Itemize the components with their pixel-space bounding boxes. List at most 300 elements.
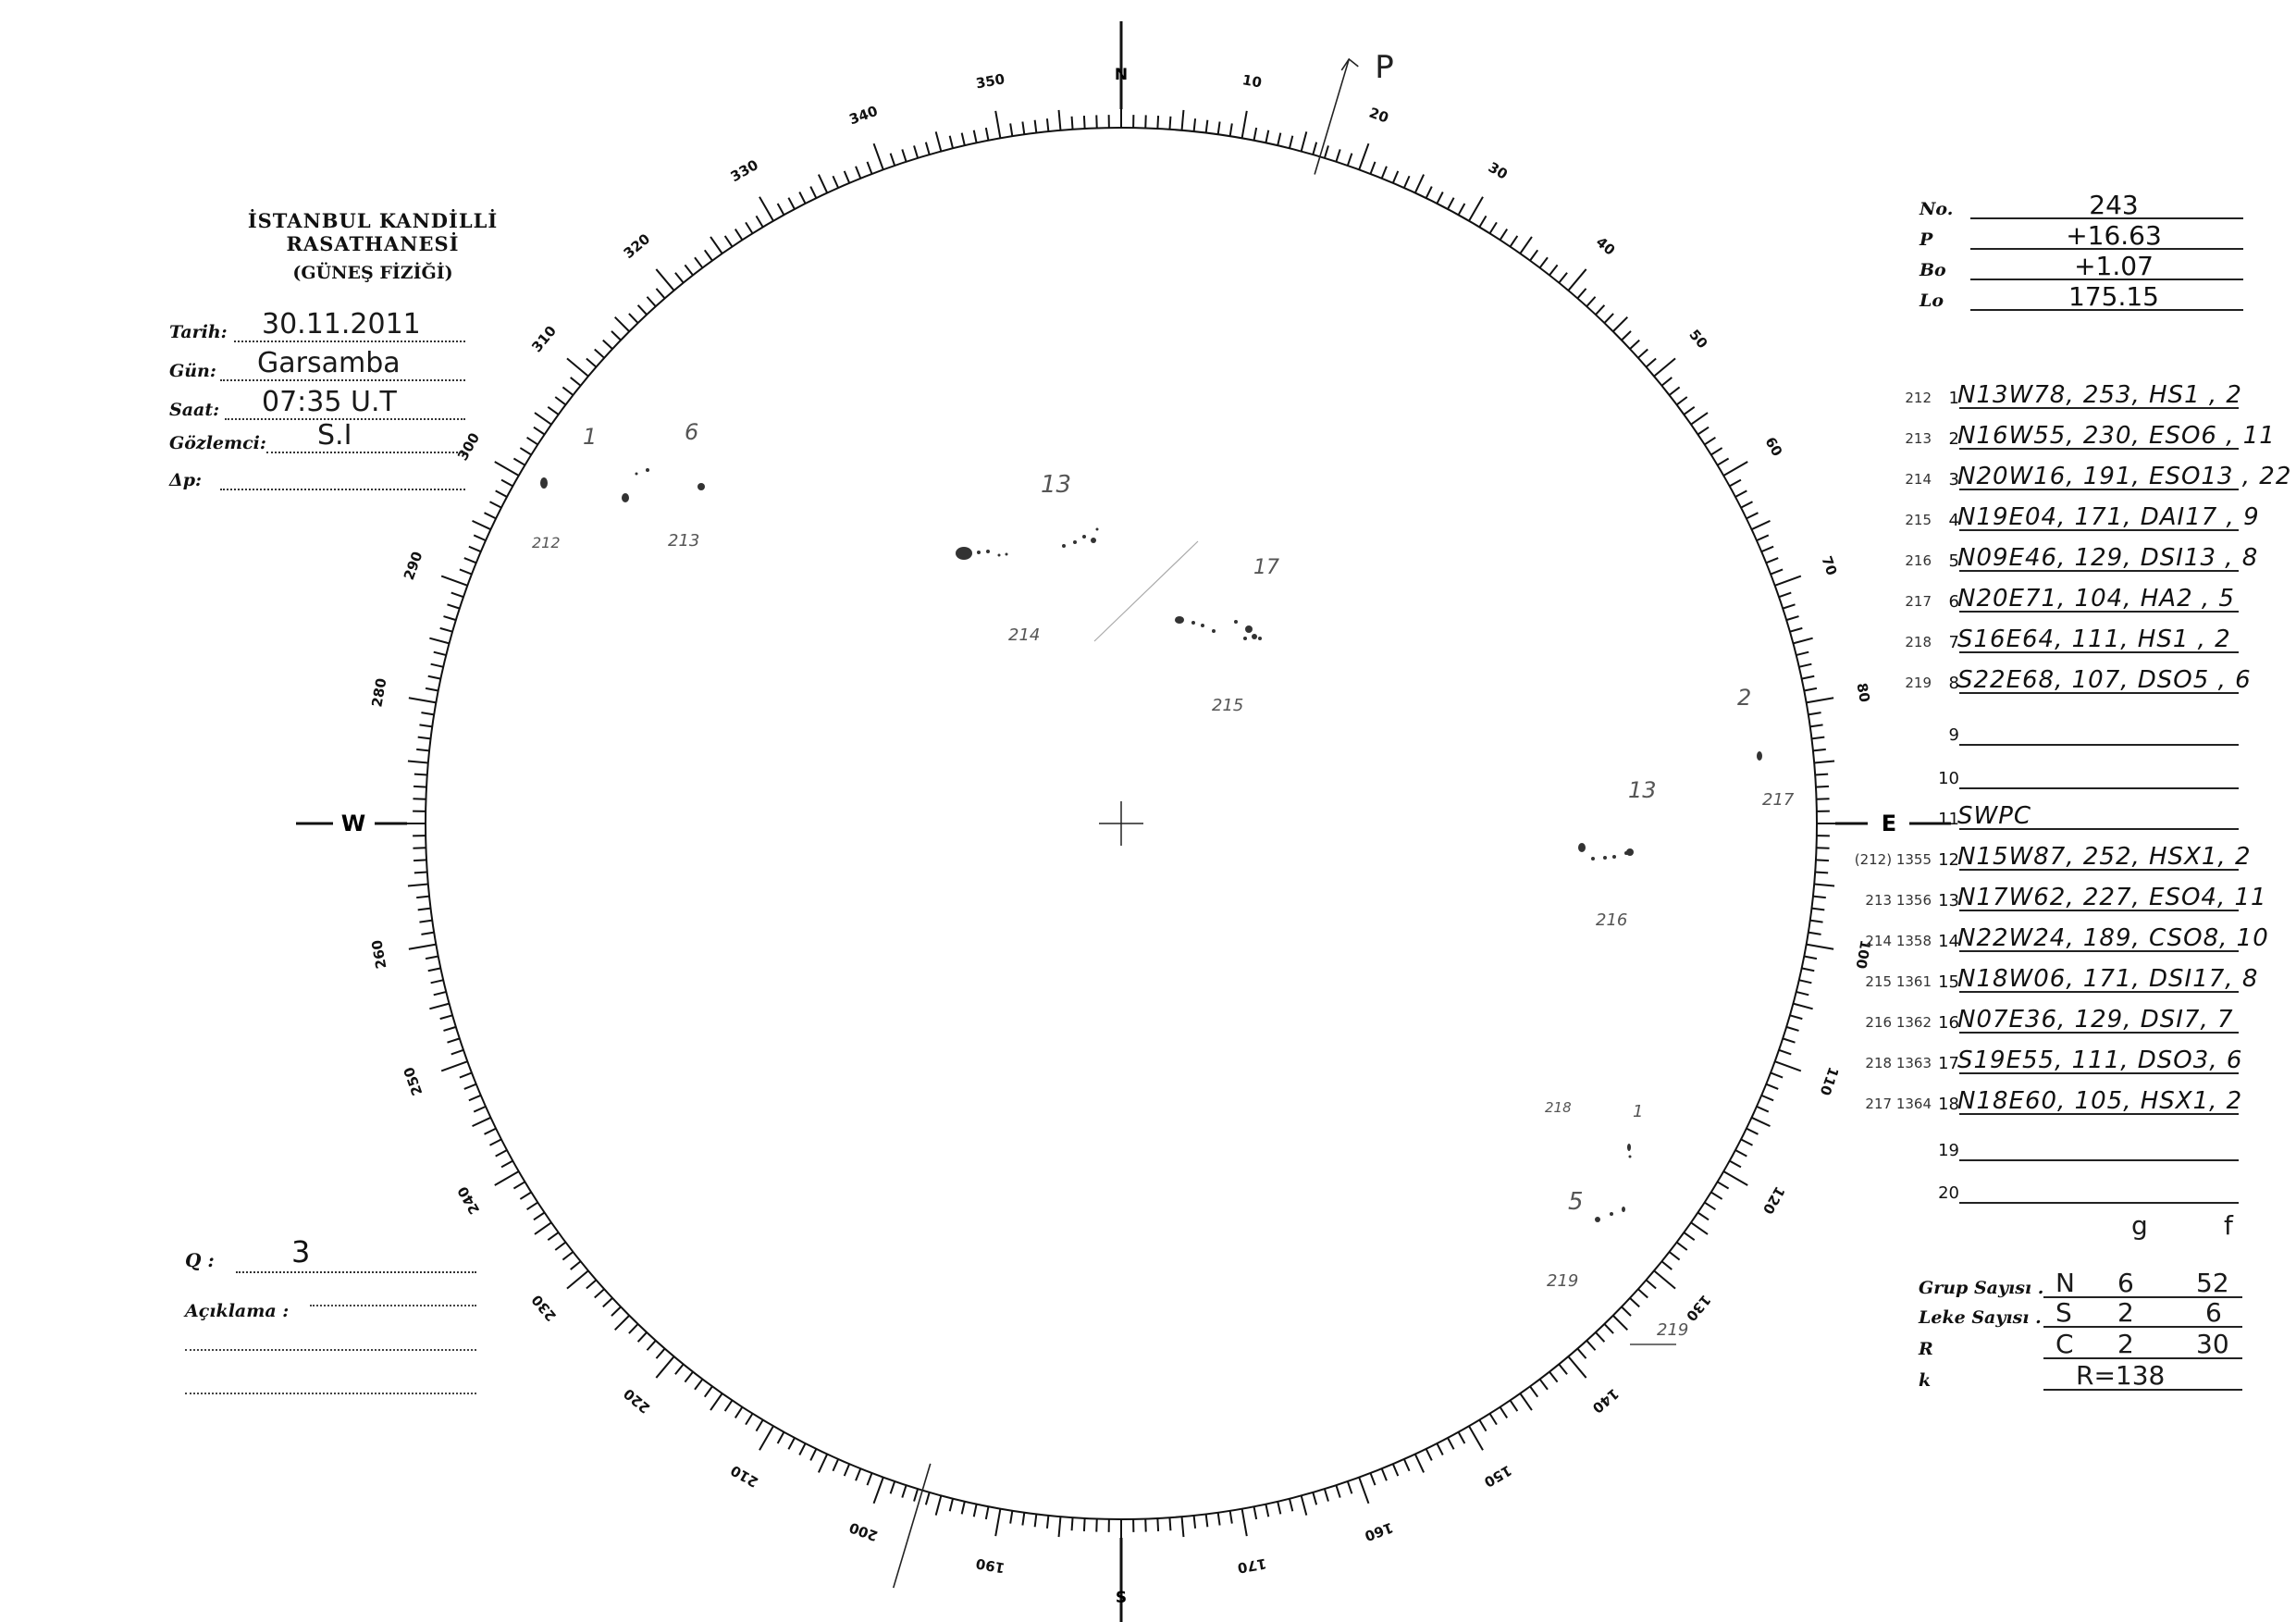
degree-tick [1290, 136, 1292, 149]
degree-tick [746, 222, 752, 233]
group-row: 212 1 N13W78, 253, HS1 , 2 [1905, 381, 2242, 409]
degree-tick [867, 162, 871, 174]
angle-label: 200 [846, 1518, 881, 1545]
degree-tick [1072, 1517, 1073, 1530]
date-line [234, 340, 465, 342]
sunspot-annotation: 213 [668, 531, 700, 551]
sunspot [646, 468, 649, 472]
degree-tick [845, 171, 849, 183]
degree-tick [756, 216, 762, 227]
degree-tick [603, 1298, 612, 1307]
degree-tick [1647, 1280, 1657, 1288]
degree-tick [1469, 1426, 1483, 1450]
degree-tick [1604, 314, 1613, 323]
degree-tick [1815, 872, 1828, 873]
degree-tick [501, 1161, 512, 1168]
sunspot-annotation: 218 [1545, 1099, 1572, 1116]
sunspot [1595, 1217, 1600, 1222]
degree-tick [464, 1084, 476, 1089]
degree-tick [408, 761, 428, 763]
degree-tick [571, 378, 581, 386]
sunspot [1245, 625, 1253, 633]
degree-tick [1206, 120, 1208, 133]
degree-tick [1426, 1449, 1432, 1461]
degree-tick [1815, 774, 1828, 775]
angle-label: 310 [528, 322, 561, 356]
degree-tick [474, 535, 486, 540]
degree-tick [1568, 1356, 1586, 1378]
degree-tick [562, 387, 573, 395]
sunspot [1603, 856, 1607, 860]
degree-tick [1684, 407, 1694, 415]
degree-tick [1622, 1306, 1631, 1316]
degree-tick [1816, 860, 1829, 861]
degree-tick [1047, 1516, 1048, 1529]
degree-tick [469, 1096, 481, 1100]
degree-tick [856, 167, 860, 179]
degree-tick [1218, 1513, 1220, 1526]
lo-label: Lo [1920, 291, 1944, 311]
degree-tick [1723, 462, 1747, 476]
degree-tick [1622, 331, 1631, 340]
degree-tick [409, 698, 437, 702]
degree-tick [1730, 480, 1741, 487]
degree-tick [615, 317, 630, 332]
degree-tick [513, 1182, 525, 1188]
degree-tick [595, 1289, 604, 1297]
angle-label: 10 [1241, 71, 1264, 92]
degree-tick [902, 149, 906, 161]
degree-tick [416, 749, 429, 750]
lo-value: 175.15 [2068, 281, 2159, 312]
degree-tick [414, 860, 426, 861]
sunspot-annotation: 212 [532, 534, 561, 551]
degree-tick [1559, 273, 1567, 283]
sunspot-annotation: 215 [1212, 696, 1244, 715]
degree-tick [408, 885, 428, 886]
sunspot-annotation: 5 [1568, 1188, 1584, 1216]
degree-tick [1796, 992, 1809, 995]
degree-tick [950, 1499, 953, 1512]
degree-tick [778, 1432, 784, 1443]
degree-tick [1290, 1499, 1292, 1512]
k-value: R=138 [2076, 1360, 2166, 1391]
degree-tick [735, 1407, 743, 1418]
degree-tick [1072, 117, 1073, 130]
sunspot [1627, 1144, 1631, 1151]
degree-tick [489, 1139, 500, 1145]
angle-label: 340 [846, 102, 881, 129]
degree-tick [995, 1509, 1000, 1537]
degree-tick [1670, 387, 1680, 395]
degree-tick [473, 1118, 491, 1126]
remarks-line [310, 1305, 476, 1306]
degree-tick [1813, 897, 1826, 898]
degree-tick [1697, 427, 1709, 435]
degree-tick [1630, 1298, 1639, 1307]
degree-tick [638, 1332, 648, 1342]
degree-tick [429, 1004, 449, 1009]
degree-tick [685, 1372, 693, 1382]
degree-tick [1313, 1492, 1316, 1504]
degree-tick [1741, 1139, 1752, 1145]
degree-tick [567, 1270, 588, 1288]
p-axis-label: P [1375, 48, 1394, 86]
degree-tick [1766, 1084, 1778, 1089]
degree-tick [1613, 317, 1628, 332]
sunspot-annotation: 2 [1737, 685, 1752, 711]
degree-tick [1047, 118, 1048, 131]
sunspot [977, 551, 981, 554]
degree-tick [496, 1150, 507, 1157]
degree-tick [1705, 1203, 1716, 1210]
sunspot-annotation: 219 [1547, 1271, 1579, 1291]
degree-tick [451, 1050, 463, 1055]
degree-tick [1059, 110, 1061, 130]
degree-tick [419, 724, 432, 726]
degree-tick [746, 1414, 752, 1425]
sunspot [1096, 528, 1099, 531]
degree-tick [1393, 1464, 1398, 1476]
sunspot [1073, 540, 1077, 544]
sunspot [1006, 553, 1008, 556]
degree-tick [1253, 1506, 1256, 1519]
observatory-title: İSTANBUL KANDİLLİ RASATHANESİ [247, 209, 499, 255]
degree-tick [527, 438, 538, 445]
group-row: 11 SWPC [1887, 799, 2239, 833]
degree-tick [1596, 1332, 1605, 1342]
degree-tick [520, 1192, 531, 1198]
degree-tick [819, 175, 827, 193]
degree-tick [1325, 145, 1328, 157]
degree-tick [1766, 558, 1778, 563]
group-row: 213 1356 13 N17W62, 227, ESO4, 11 [1865, 884, 2267, 911]
degree-tick [819, 1455, 827, 1473]
angle-label: 190 [974, 1554, 1006, 1577]
south-label: S [1115, 1589, 1128, 1607]
degree-tick [1059, 1517, 1061, 1537]
degree-tick [1577, 1349, 1586, 1359]
time-value: 07:35 U.T [262, 386, 397, 418]
degree-tick [902, 1485, 906, 1497]
degree-tick [1735, 490, 1747, 497]
degree-tick [1793, 638, 1812, 644]
degree-tick [867, 1473, 871, 1485]
degree-tick [441, 576, 467, 586]
degree-tick [1711, 448, 1722, 454]
degree-tick [1771, 1072, 1783, 1077]
sunspot [697, 483, 705, 490]
degree-tick [1779, 1050, 1791, 1055]
degree-tick [419, 921, 432, 922]
degree-tick [675, 1364, 684, 1374]
sunspot-annotation: 216 [1596, 910, 1628, 930]
degree-tick [710, 237, 722, 254]
degree-tick [799, 192, 805, 203]
degree-tick [495, 462, 519, 476]
degree-tick [1697, 1213, 1709, 1220]
degree-tick [535, 413, 551, 425]
degree-tick [1757, 1107, 1769, 1112]
degree-tick [1336, 149, 1339, 161]
degree-tick [1630, 340, 1639, 350]
degree-tick [460, 569, 472, 574]
degree-tick [474, 1107, 486, 1112]
degree-tick [426, 688, 438, 691]
degree-tick [695, 257, 702, 267]
degree-tick [603, 340, 612, 350]
degree-tick [1814, 761, 1834, 763]
p-angle-field [1920, 220, 2243, 252]
angle-label: 70 [1818, 553, 1841, 578]
degree-tick [1022, 121, 1024, 134]
degree-tick [418, 909, 431, 910]
degree-tick [1489, 1414, 1496, 1425]
day-line [220, 379, 465, 381]
degree-tick [1437, 192, 1442, 203]
degree-tick [705, 1386, 712, 1396]
degree-tick [1813, 749, 1826, 750]
degree-tick [414, 774, 427, 775]
degree-tick [710, 1393, 722, 1410]
degree-tick [1711, 1192, 1722, 1198]
degree-tick [1302, 131, 1307, 151]
degree-tick [1084, 1518, 1085, 1531]
degree-tick [1404, 176, 1410, 188]
degree-tick [527, 1203, 538, 1210]
angle-label: 220 [620, 1384, 654, 1417]
degree-tick [756, 1420, 762, 1431]
degree-tick [656, 1349, 664, 1359]
degree-tick [1348, 1481, 1352, 1493]
degree-tick [1382, 1468, 1387, 1480]
degree-tick [891, 154, 895, 166]
degree-tick [1182, 110, 1184, 130]
degree-tick [725, 1400, 733, 1411]
degree-tick [656, 269, 673, 291]
degree-tick [1530, 1386, 1537, 1396]
date-value: 30.11.2011 [262, 308, 421, 340]
degree-tick [1540, 1380, 1548, 1390]
angle-label: 120 [1759, 1183, 1789, 1218]
degree-tick [496, 490, 507, 497]
group-row: (212) 1355 12 N15W87, 252, HSX1, 2 [1854, 843, 2252, 871]
degree-tick [409, 945, 437, 949]
bo-field [1920, 251, 2243, 282]
sunspot [1629, 1156, 1632, 1158]
sunspot [1610, 1212, 1613, 1216]
degree-tick [1448, 198, 1454, 209]
degree-tick [1549, 1372, 1558, 1382]
degree-tick [1654, 358, 1675, 376]
day-label: Gün: [169, 361, 216, 381]
sunspot [1201, 624, 1204, 627]
degree-tick [1348, 154, 1352, 166]
group-row: 215 1361 15 N18W06, 171, DSI17, 8 [1865, 965, 2259, 993]
remarks-line [185, 1393, 476, 1394]
degree-tick [1790, 1015, 1802, 1019]
degree-tick [1796, 652, 1809, 655]
degree-tick [1459, 1432, 1465, 1443]
group-row: 218 7 S16E64, 111, HS1 , 2 [1887, 623, 2239, 656]
angle-label: 320 [620, 230, 654, 263]
number-field [1920, 190, 2243, 221]
sunspot-annotation: 1 [583, 424, 598, 450]
degree-tick [656, 1356, 673, 1378]
angle-label: 290 [400, 549, 426, 583]
degree-tick [1793, 1004, 1812, 1009]
degree-tick [1586, 297, 1595, 306]
degree-tick [810, 1449, 816, 1461]
degree-tick [485, 1129, 497, 1134]
degree-tick [535, 1222, 551, 1234]
sunspot [622, 493, 629, 502]
degree-tick [874, 1478, 883, 1504]
observatory-header [169, 209, 576, 283]
degree-tick [1752, 1118, 1771, 1126]
degree-tick [1810, 921, 1823, 922]
degree-tick [1786, 1027, 1798, 1031]
sunspot-annotation: 1 [1633, 1102, 1644, 1121]
degree-tick [874, 143, 883, 169]
degree-tick [1802, 968, 1815, 971]
summary-f-header: f [2224, 1210, 2233, 1241]
degree-tick [440, 628, 452, 632]
degree-tick [451, 593, 463, 598]
angle-label: 20 [1366, 104, 1391, 127]
date-field [169, 308, 465, 346]
group-row: 219 8 S22E68, 107, DSO5 , 6 [1905, 666, 2252, 694]
angle-label: 140 [1588, 1384, 1623, 1417]
group-row: 19 [1887, 1131, 2239, 1164]
degree-tick [1359, 1478, 1368, 1504]
quality-label: Q : [185, 1249, 215, 1271]
p-angle-label: P [1920, 229, 1933, 250]
degree-tick [1790, 628, 1802, 632]
angle-label: 240 [453, 1183, 484, 1218]
degree-tick [1022, 1513, 1024, 1526]
degree-tick [1370, 162, 1375, 174]
degree-tick [1479, 1420, 1486, 1431]
p-axis-arrow [1341, 59, 1358, 70]
degree-tick [1735, 1150, 1747, 1157]
degree-tick [1253, 128, 1256, 141]
sunspot [1258, 637, 1262, 640]
angle-label: 30 [1485, 158, 1511, 183]
degree-tick [1723, 1171, 1747, 1185]
observatory-subtitle: (GÜNEŞ FİZİĞİ) [292, 263, 453, 283]
p-axis-line [1315, 59, 1349, 175]
date-label: Tarih: [169, 322, 228, 342]
degree-tick [1786, 616, 1798, 620]
delta-p-field [169, 463, 465, 494]
degree-tick [1157, 1518, 1158, 1531]
degree-tick [695, 1380, 702, 1390]
angle-label: 350 [974, 70, 1006, 93]
degree-tick [1808, 933, 1821, 935]
degree-tick [629, 314, 638, 323]
degree-tick [1194, 118, 1195, 131]
observer-field [169, 419, 465, 457]
sunspot [1624, 851, 1628, 855]
degree-tick [1459, 204, 1465, 215]
degree-tick [615, 1316, 630, 1331]
degree-tick [1415, 175, 1424, 193]
sunspot [1252, 634, 1257, 639]
degree-tick [555, 1243, 565, 1250]
sunspot [540, 477, 548, 489]
angle-label: 150 [1481, 1461, 1515, 1492]
degree-tick [1182, 1517, 1184, 1537]
degree-tick [1811, 737, 1824, 739]
degree-tick [416, 897, 429, 898]
degree-tick [1814, 885, 1834, 886]
north-label: N [1114, 66, 1129, 84]
degree-tick [936, 131, 942, 151]
degree-tick [1194, 1516, 1195, 1529]
p-angle-value: +16.63 [2066, 220, 2162, 251]
angle-label: 170 [1236, 1554, 1268, 1577]
bo-value: +1.07 [2074, 251, 2154, 281]
degree-tick [1404, 1459, 1410, 1471]
degree-tick [656, 289, 664, 299]
angle-label: 210 [727, 1461, 761, 1492]
degree-tick [431, 664, 444, 667]
degree-tick [1500, 229, 1508, 241]
degree-tick [1586, 1341, 1595, 1350]
degree-tick [1718, 458, 1729, 464]
angle-label: 250 [400, 1064, 426, 1098]
degree-tick [595, 349, 604, 357]
degree-tick [1302, 1495, 1307, 1515]
sunspot [636, 473, 638, 476]
degree-tick [845, 1464, 849, 1476]
angle-label: 40 [1592, 233, 1619, 259]
degree-tick [810, 187, 816, 199]
degree-tick [1752, 521, 1771, 529]
sunspot [1622, 1207, 1625, 1212]
group-row: 20 [1887, 1173, 2239, 1207]
group-row: 9 [1887, 715, 2239, 749]
degree-tick [513, 458, 525, 464]
degree-tick [485, 513, 497, 518]
degree-tick [562, 1252, 573, 1260]
sunspot-annotation: 6 [685, 419, 699, 445]
group-row: 218 1363 17 S19E55, 111, DSO3, 6 [1865, 1046, 2243, 1074]
degree-tick [759, 1426, 773, 1450]
sunspot [1234, 620, 1238, 624]
degree-tick [1265, 130, 1268, 143]
degree-tick [1718, 1182, 1729, 1188]
degree-tick [548, 1232, 558, 1240]
degree-tick [788, 198, 795, 209]
degree-tick [611, 1306, 621, 1316]
degree-tick [788, 1438, 795, 1449]
degree-tick [1278, 1502, 1280, 1515]
degree-tick [428, 676, 441, 679]
degree-tick [914, 1489, 918, 1501]
degree-tick [1489, 222, 1496, 233]
faint-guide-line [1094, 541, 1198, 641]
summary-g-header: g [2131, 1210, 2148, 1241]
lo-field [1920, 281, 2243, 313]
degree-tick [962, 133, 965, 146]
degree-tick [418, 737, 431, 739]
degree-tick [431, 980, 444, 983]
degree-tick [833, 1459, 838, 1471]
degree-tick [1761, 547, 1773, 551]
quality-value: 3 [291, 1234, 311, 1269]
